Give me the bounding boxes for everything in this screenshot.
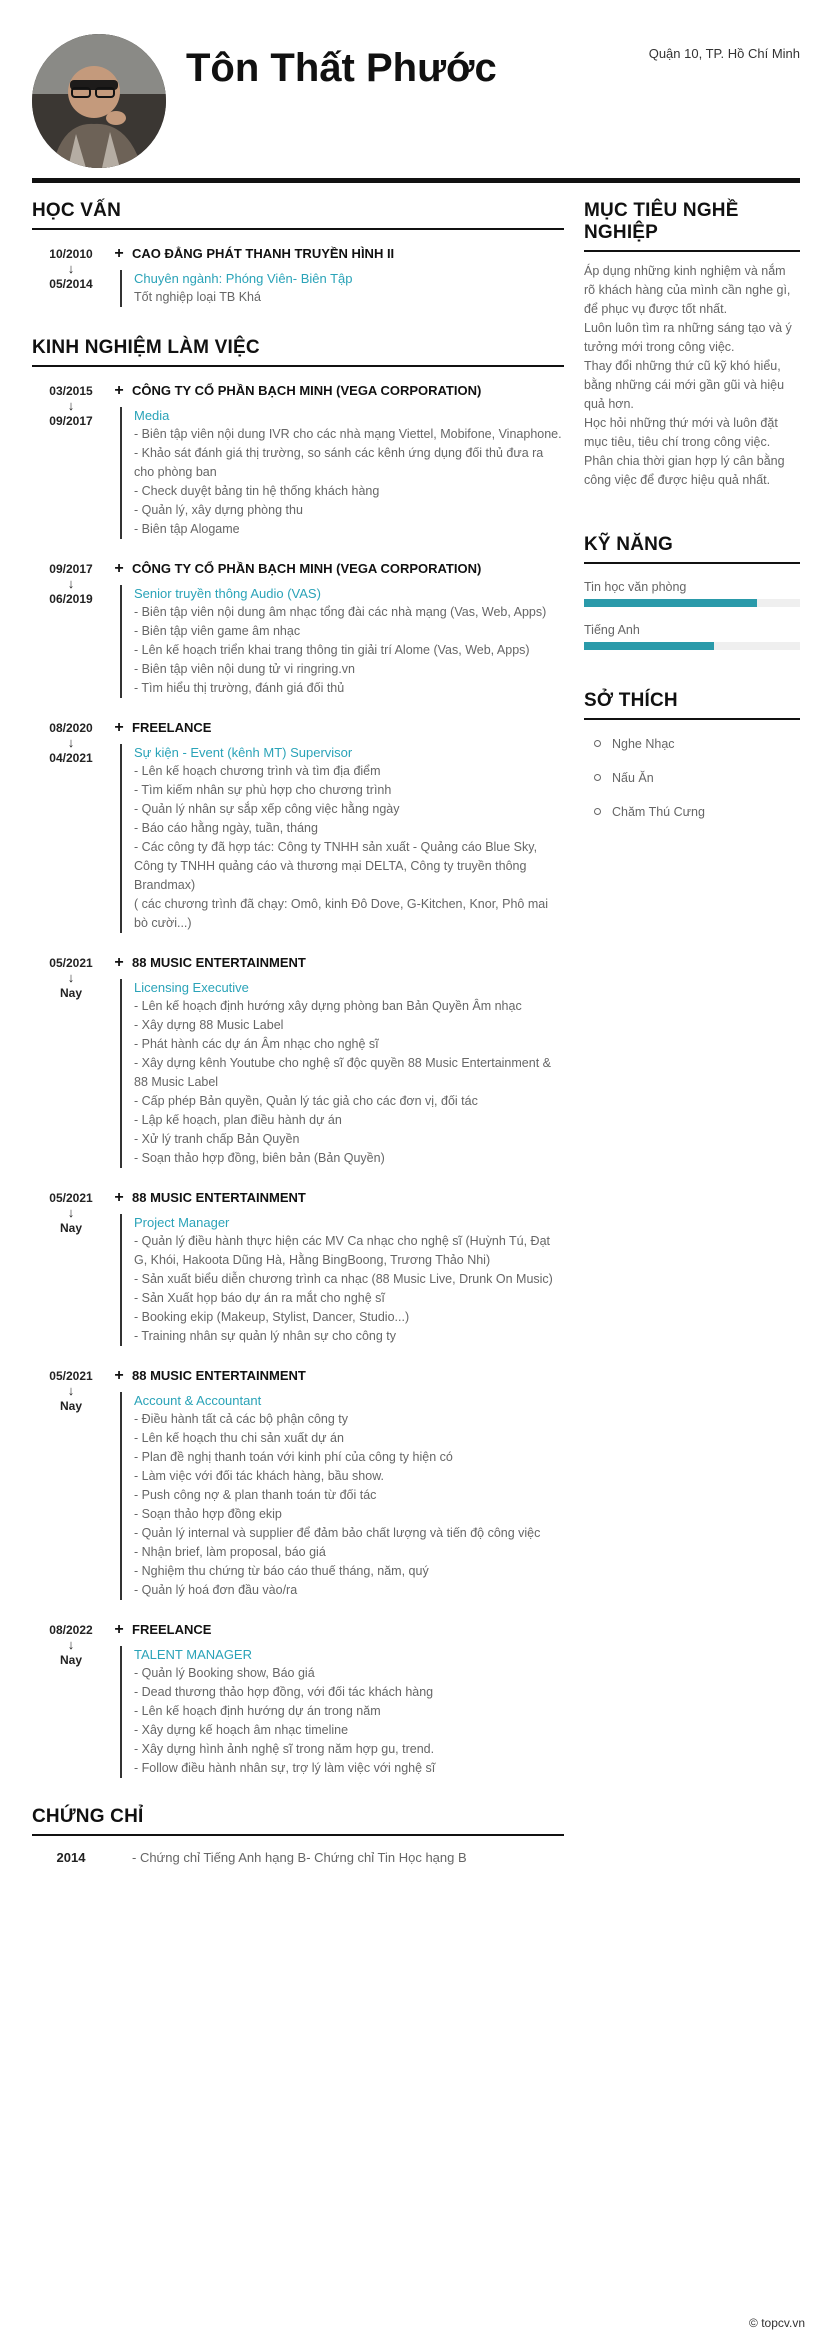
company-name: FREELANCE xyxy=(132,720,212,735)
objective-section xyxy=(584,200,800,490)
arrow-down-icon: ↓ xyxy=(67,261,75,276)
main-column xyxy=(32,200,564,1865)
hobbies-section xyxy=(584,690,800,822)
job-description: - Lên kế hoạch định hướng xây dựng phòng ban Bản Quyền Âm nhạc - Xây dựng 88 Music Label - Phát hành các dự án Âm nhạc cho nghệ sĩ - Xây dựng kênh Youtube cho nghệ sĩ độc quyền 88 Music Entertainment & 88 Music Label - Cấp phép Bản quyền, Quản lý tác giả cho các đơn vị, đối tác - Lập kế hoạch, plan điều hành dự án - Xử lý tranh chấp Bản Quyền - Soạn thảo hợp đồng, biên bản (Bản Quyền) xyxy=(134,999,551,1165)
skills-section xyxy=(584,534,800,650)
experience-item xyxy=(32,1368,564,1600)
timeline-rail xyxy=(120,270,564,307)
timeline-rail xyxy=(120,585,564,698)
plus-icon: + xyxy=(114,719,124,736)
end-date: Nay xyxy=(59,1221,82,1235)
start-date: 03/2015 xyxy=(49,384,93,398)
company-name: FREELANCE xyxy=(132,1622,212,1637)
plus-icon: + xyxy=(114,245,124,262)
section-title: KỸ NĂNG xyxy=(584,534,800,564)
date-range xyxy=(32,720,110,933)
section-title: MỤC TIÊU NGHỀ NGHIỆP xyxy=(584,200,800,252)
skill-bar-track xyxy=(584,642,800,650)
certificate-year: 2014 xyxy=(56,1850,86,1865)
job-role: Licensing Executive xyxy=(134,980,249,995)
job-description: - Lên kế hoạch chương trình và tìm địa điểm - Tìm kiếm nhân sự phù hợp cho chương trình - Quản lý nhân sự sắp xếp công việc hằng ngày - Báo cáo hằng ngày, tuần, tháng - Các công ty đã hợp tác: Công ty TNHH sản xuất - Quảng cáo Blue Sky, Công ty TNHH quảng cáo và thương mại DELTA, Công ty truyền thông Brandmax) ( các chương trình đã chạy: Omô, kinh Đô Dove, G-Kitchen, Knor, Phô mai bò cười...) xyxy=(134,764,548,930)
experience-item xyxy=(32,1190,564,1346)
company-name: CÔNG TY CỔ PHẦN BẠCH MINH (VEGA CORPORATION) xyxy=(132,561,482,576)
job-description: - Biên tập viên nội dung âm nhạc tổng đài các nhà mạng (Vas, Web, Apps) - Biên tập viên game âm nhạc - Lên kế hoạch triển khai trang thông tin giải trí Alome (Vas, Web, Apps) - Biên tập viên nội dung tử vi ringring.vn - Tìm hiểu thị trường, đánh giá đối thủ xyxy=(134,605,547,695)
arrow-down-icon: ↓ xyxy=(67,1205,75,1220)
section-title: KINH NGHIỆM LÀM VIỆC xyxy=(32,337,564,367)
side-column xyxy=(584,200,800,836)
company-name: CÔNG TY CỔ PHẦN BẠCH MINH (VEGA CORPORATION) xyxy=(132,383,482,398)
job-description: - Quản lý điều hành thực hiện các MV Ca nhạc cho nghệ sĩ (Huỳnh Tú, Đạt G, Khói, Hakoota Dũng Hà, Hằng BingBoong, Trương Thảo Nhi) - Sản xuất biểu diễn chương trình ca nhạc (88 Music Live, Drunk On Music) - Sản Xuất họp báo dự án ra mắt cho nghệ sĩ - Booking ekip (Makeup, Stylist, Dancer, Studio...) - Training nhân sự quản lý nhân sự cho công ty xyxy=(134,1234,553,1343)
date-range xyxy=(32,246,110,307)
hobby-item: Chăm Thú Cưng xyxy=(612,802,800,822)
description: Tốt nghiệp loại TB Khá xyxy=(134,290,261,304)
certificate-text: - Chứng chỉ Tiếng Anh hạng B- Chứng chỉ Tin Học hạng B xyxy=(132,1850,467,1865)
arrow-down-icon: ↓ xyxy=(67,735,75,750)
end-date: Nay xyxy=(59,1399,82,1413)
job-role: Senior truyền thông Audio (VAS) xyxy=(134,586,321,601)
job-role: Media xyxy=(134,408,170,423)
skill-item xyxy=(584,578,800,607)
major: Chuyên ngành: Phóng Viên- Biên Tập xyxy=(134,271,353,286)
header-divider xyxy=(32,178,800,183)
job-role: Account & Accountant xyxy=(134,1393,262,1408)
experience-section xyxy=(32,337,564,1778)
section-title: CHỨNG CHỈ xyxy=(32,1806,564,1836)
skill-list xyxy=(584,578,800,650)
arrow-down-icon: ↓ xyxy=(67,970,75,985)
experience-item xyxy=(32,720,564,933)
footer-credit: © topcv.vn xyxy=(749,2316,805,2330)
date-range xyxy=(32,1368,110,1600)
certificate-item xyxy=(32,1850,564,1865)
end-date: Nay xyxy=(59,1653,82,1667)
end-date: 04/2021 xyxy=(49,751,93,765)
timeline-rail xyxy=(120,744,564,933)
timeline-rail xyxy=(120,1646,564,1778)
arrow-down-icon: ↓ xyxy=(67,1383,75,1398)
timeline-rail xyxy=(120,979,564,1168)
certificates-section xyxy=(32,1806,564,1865)
job-description: - Điều hành tất cả các bộ phận công ty - Lên kế hoạch thu chi sản xuất dự án - Plan đề nghị thanh toán với kinh phí của công ty hiện có - Làm việc với đối tác khách hàng, bầu show. - Push công nợ & plan thanh toán từ đối tác - Soạn thảo hợp đồng ekip - Quản lý internal và supplier để đảm bảo chất lượng và tiến độ công việc - Nhận brief, làm proposal, báo giá - Nghiệm thu chứng từ báo cáo thuế tháng, năm, quý - Quản lý hoá đơn đầu vào/ra xyxy=(134,1412,541,1597)
arrow-down-icon: ↓ xyxy=(67,1637,75,1652)
experience-list xyxy=(32,383,564,1778)
timeline-rail xyxy=(120,1214,564,1346)
start-date: 08/2020 xyxy=(49,721,93,735)
end-date: Nay xyxy=(59,986,82,1000)
hobby-item: Nấu Ăn xyxy=(612,768,800,788)
skill-item xyxy=(584,621,800,650)
start-date: 09/2017 xyxy=(49,562,93,576)
date-range xyxy=(32,1622,110,1778)
experience-item xyxy=(32,955,564,1168)
plus-icon: + xyxy=(114,382,124,399)
start-date: 05/2021 xyxy=(49,1191,93,1205)
plus-icon: + xyxy=(114,1189,124,1206)
section-title: SỞ THÍCH xyxy=(584,690,800,720)
skill-name: Tin học văn phòng xyxy=(584,580,687,594)
job-description: - Biên tập viên nội dung IVR cho các nhà mạng Viettel, Mobifone, Vinaphone. - Khảo sát đánh giá thị trường, so sánh các kênh ứng dụng đối thủ đưa ra cho phòng ban - Check duyệt bảng tin hệ thống khách hàng - Quản lý, xây dựng phòng thu - Biên tập Alogame xyxy=(134,427,562,536)
date-range xyxy=(32,561,110,698)
skill-bar-fill xyxy=(584,642,714,650)
skill-name: Tiếng Anh xyxy=(584,623,640,637)
education-item xyxy=(32,246,564,307)
objective-text: Áp dụng những kinh nghiệm và nắm rõ khách hàng của mình cần nghe gì, để phục vụ được tốt nhất. Luôn luôn tìm ra những sáng tạo và ý tưởng mới trong công việc. Thay đổi những thứ cũ kỹ khó hiểu, bằng những cái mới gần gũi và hiệu quả hơn. Học hỏi những thứ mới và luôn đặt mục tiêu, tiêu chí trong công việc. Phân chia thời gian hợp lý cân bằng công việc để được hiệu quả nhất. xyxy=(584,264,792,487)
end-date: 05/2014 xyxy=(49,277,93,291)
start-date: 05/2021 xyxy=(49,956,93,970)
start-date: 08/2022 xyxy=(49,1623,93,1637)
hobby-list xyxy=(584,734,800,822)
plus-icon: + xyxy=(114,954,124,971)
date-range xyxy=(32,955,110,1168)
skill-bar-fill xyxy=(584,599,757,607)
school-name: CAO ĐẲNG PHÁT THANH TRUYỀN HÌNH II xyxy=(132,246,395,261)
section-title: HỌC VẤN xyxy=(32,200,564,230)
end-date: 09/2017 xyxy=(49,414,93,428)
avatar xyxy=(32,34,166,168)
skill-bar-track xyxy=(584,599,800,607)
job-role: Project Manager xyxy=(134,1215,230,1230)
date-range xyxy=(32,383,110,539)
education-section xyxy=(32,200,564,307)
experience-item xyxy=(32,561,564,698)
address: Quận 10, TP. Hồ Chí Minh xyxy=(648,46,800,61)
date-range xyxy=(32,1190,110,1346)
plus-icon: + xyxy=(114,560,124,577)
company-name: 88 MUSIC ENTERTAINMENT xyxy=(132,955,306,970)
company-name: 88 MUSIC ENTERTAINMENT xyxy=(132,1190,306,1205)
company-name: 88 MUSIC ENTERTAINMENT xyxy=(132,1368,306,1383)
job-role: TALENT MANAGER xyxy=(134,1647,252,1662)
end-date: 06/2019 xyxy=(49,592,93,606)
experience-item xyxy=(32,383,564,539)
plus-icon: + xyxy=(114,1621,124,1638)
start-date: 10/2010 xyxy=(49,247,93,261)
job-role: Sự kiện - Event (kênh MT) Supervisor xyxy=(134,745,353,760)
experience-item xyxy=(32,1622,564,1778)
candidate-name: Tôn Thất Phước xyxy=(186,46,497,90)
start-date: 05/2021 xyxy=(49,1369,93,1383)
plus-icon: + xyxy=(114,1367,124,1384)
cv-header xyxy=(32,34,800,174)
timeline-rail xyxy=(120,1392,564,1600)
timeline-rail xyxy=(120,407,564,539)
job-description: - Quản lý Booking show, Báo giá - Dead thương thảo hợp đồng, với đối tác khách hàng - Lên kế hoạch định hướng dự án trong năm - Xây dựng kế hoạch âm nhạc timeline - Xây dựng hình ảnh nghệ sĩ trong năm hợp gu, trend. - Follow điều hành nhân sự, trợ lý làm việc với nghệ sĩ xyxy=(134,1666,436,1775)
hobby-item: Nghe Nhạc xyxy=(612,734,800,754)
avatar-photo-icon xyxy=(32,34,166,168)
arrow-down-icon: ↓ xyxy=(67,576,75,591)
arrow-down-icon: ↓ xyxy=(67,398,75,413)
